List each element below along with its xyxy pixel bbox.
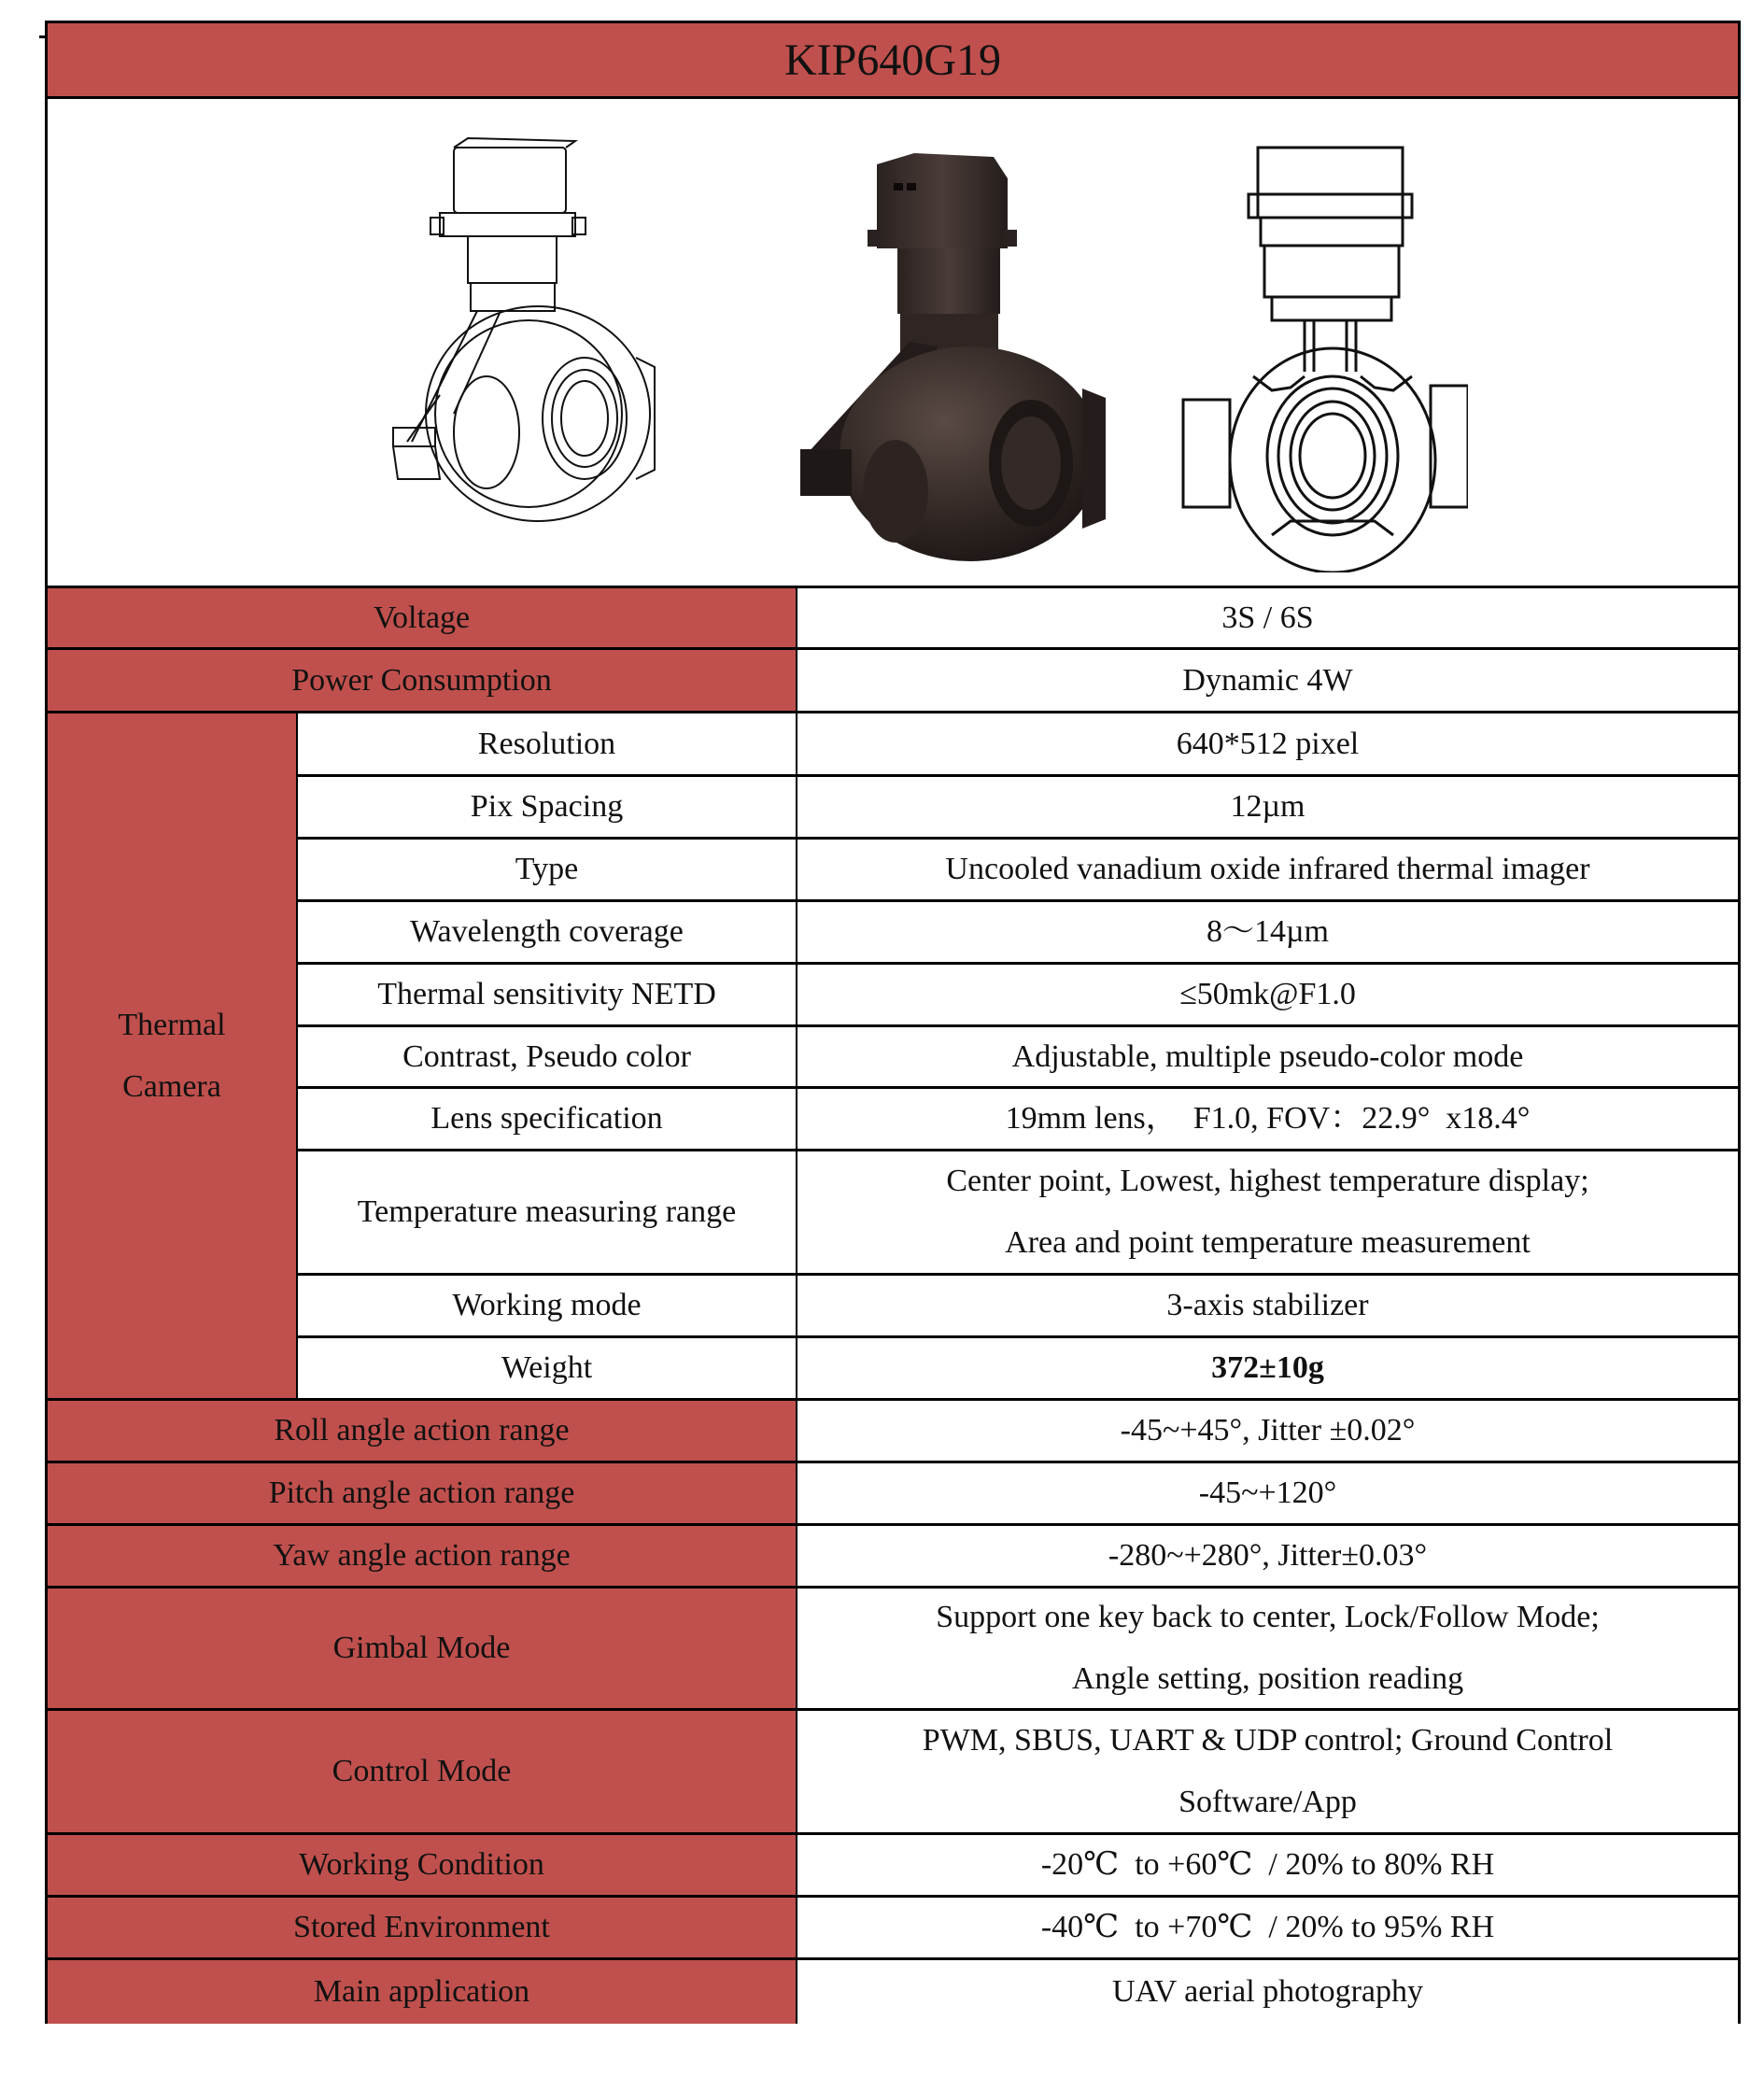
spec-label: Power Consumption bbox=[48, 650, 797, 711]
spec-value: Uncooled vanadium oxide infrared thermal imager bbox=[797, 840, 1738, 899]
spec-label: Weight bbox=[296, 1338, 797, 1398]
spec-row-power bbox=[48, 647, 1738, 711]
spec-label: Main application bbox=[48, 1960, 797, 2024]
group-label-line: Camera bbox=[122, 1068, 221, 1104]
spec-value-line: Software/App bbox=[1178, 1785, 1357, 1819]
spec-value-line: Center point, Lowest, highest temperature display; bbox=[946, 1164, 1589, 1198]
spec-label: Voltage bbox=[48, 588, 797, 647]
spec-row-roll bbox=[48, 1398, 1738, 1461]
spec-value: 3-axis stabilizer bbox=[797, 1276, 1738, 1335]
spec-label: Working mode bbox=[296, 1276, 797, 1335]
spec-value: -40℃ to +70℃ / 20% to 95% RH bbox=[797, 1898, 1738, 1957]
spec-row-working-condition bbox=[48, 1832, 1738, 1895]
spec-label: Working Condition bbox=[48, 1835, 797, 1895]
spec-value: 640*512 pixel bbox=[797, 713, 1738, 774]
spec-row-stored-environment bbox=[48, 1895, 1738, 1957]
spec-row-main-application bbox=[48, 1957, 1738, 2024]
spec-row-resolution bbox=[296, 711, 1738, 774]
product-title: KIP640G19 bbox=[48, 23, 1738, 99]
spec-label: Temperature measuring range bbox=[296, 1151, 797, 1273]
spec-value: 19mm lens， F1.0, FOV：22.9° x18.4° bbox=[797, 1089, 1738, 1149]
product-images bbox=[48, 99, 1738, 588]
gimbal-line-drawing-isometric bbox=[374, 134, 687, 544]
spec-row-control-mode bbox=[48, 1708, 1738, 1832]
spec-label: Lens specification bbox=[296, 1089, 797, 1149]
spec-value-line: PWM, SBUS, UART & UDP control; Ground Control bbox=[922, 1723, 1614, 1758]
thermal-camera-group-label bbox=[48, 711, 296, 1398]
gimbal-render-photo bbox=[783, 146, 1120, 571]
spec-value-line: Angle setting, position reading bbox=[1071, 1661, 1464, 1696]
spec-value: Adjustable, multiple pseudo-color mode bbox=[797, 1027, 1738, 1086]
spec-label: Wavelength coverage bbox=[296, 902, 797, 962]
spec-table bbox=[48, 586, 1738, 2021]
spec-value-line: Area and point temperature measurement bbox=[1005, 1225, 1531, 1260]
spec-label: Type bbox=[296, 840, 797, 899]
spec-label: Pitch angle action range bbox=[48, 1463, 797, 1523]
spec-label: Stored Environment bbox=[48, 1898, 797, 1957]
spec-label: Control Mode bbox=[48, 1711, 797, 1832]
spec-label: Thermal sensitivity NETD bbox=[296, 965, 797, 1024]
group-label-line: Thermal bbox=[118, 1007, 226, 1042]
spec-value: Dynamic 4W bbox=[797, 650, 1738, 711]
spec-value: -45~+120° bbox=[797, 1463, 1738, 1523]
spec-label: Yaw angle action range bbox=[48, 1526, 797, 1586]
spec-label: Roll angle action range bbox=[48, 1401, 797, 1461]
spec-value: -20℃ to +60℃ / 20% to 80% RH bbox=[797, 1835, 1738, 1895]
spec-value-line: Support one key back to center, Lock/Follow Mode; bbox=[936, 1600, 1600, 1634]
spec-row-pix-spacing bbox=[296, 774, 1738, 837]
spec-value: ≤50mk@F1.0 bbox=[797, 965, 1738, 1024]
spec-row-working-mode bbox=[296, 1273, 1738, 1335]
spec-value bbox=[797, 1711, 1738, 1832]
spec-label: Contrast, Pseudo color bbox=[296, 1027, 797, 1086]
spec-row-type bbox=[296, 837, 1738, 899]
spec-label: Gimbal Mode bbox=[48, 1589, 797, 1708]
spec-value bbox=[797, 1589, 1738, 1708]
spec-sheet bbox=[45, 21, 1741, 2024]
spec-row-contrast bbox=[296, 1024, 1738, 1086]
spec-value: -45~+45°, Jitter ±0.02° bbox=[797, 1401, 1738, 1461]
gimbal-line-drawing-front bbox=[1178, 143, 1468, 572]
spec-row-lens bbox=[296, 1086, 1738, 1149]
spec-row-pitch bbox=[48, 1461, 1738, 1523]
spec-value bbox=[797, 1151, 1738, 1273]
spec-value: 3S / 6S bbox=[797, 588, 1738, 647]
spec-row-temperature-range bbox=[296, 1149, 1738, 1273]
spec-label: Resolution bbox=[296, 713, 797, 774]
spec-row-wavelength bbox=[296, 899, 1738, 962]
spec-row-voltage bbox=[48, 586, 1738, 647]
spec-label: Pix Spacing bbox=[296, 777, 797, 837]
spec-row-yaw bbox=[48, 1523, 1738, 1586]
spec-value: 372±10g bbox=[797, 1338, 1738, 1398]
spec-row-netd bbox=[296, 962, 1738, 1024]
spec-row-weight bbox=[296, 1335, 1738, 1398]
spec-row-gimbal-mode bbox=[48, 1586, 1738, 1708]
spec-value: 12µm bbox=[797, 777, 1738, 837]
spec-value: -280~+280°, Jitter±0.03° bbox=[797, 1526, 1738, 1586]
spec-value: 8～14µm bbox=[797, 902, 1738, 962]
spec-value: UAV aerial photography bbox=[797, 1960, 1738, 2024]
